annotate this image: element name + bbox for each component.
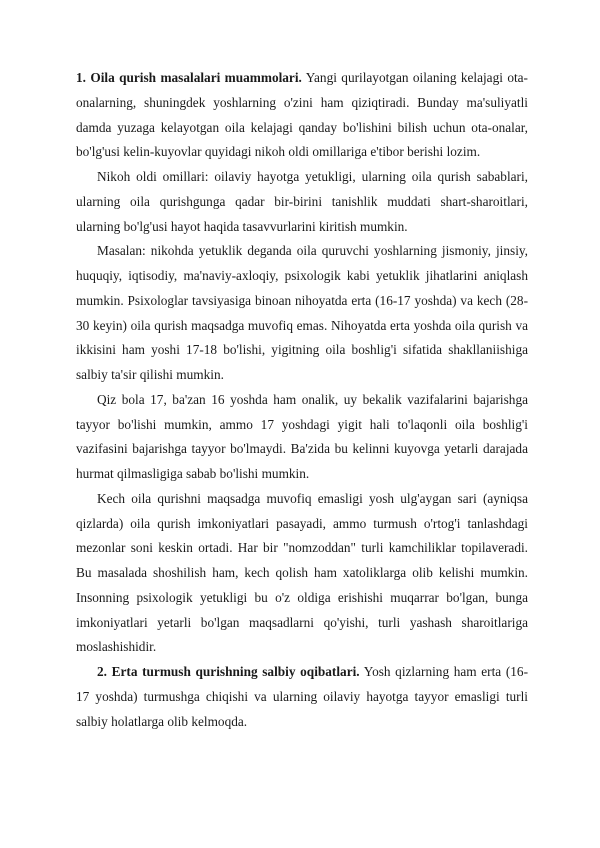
section-2-intro-text: Yosh qizlarning ham erta (16-17 yoshda) turmushga chiqishi va ularning oilaviy hayotga tayyor emasligi turli salbiy holatlarga olib kelmoqda. — [76, 664, 528, 729]
paragraph-maturity: Masalan: nikohda yetuklik deganda oila quruvchi yoshlarning jismoniy, jinsiy, huquqiy, iqtisodiy, ma'naviy-axloqiy, psixologik kabi yetuklik jihatlarini aniqlash mumkin. Psixologlar tavsiyasiga binoan nihoyatda erta (16-17 yoshda) va kech (28-30 keyin) oila qurish maqsadga muvofiq emas. Nihoyatda erta yoshda oila qurish va ikkisini ham yoshi 17-18 bo'lishi, yigitning oila boshlig'i sifatida shakllaniishiga salbiy ta'sir qilishi mumkin. — [76, 243, 528, 382]
paragraph-late-marriage: Kech oila qurishni maqsadga muvofiq emasligi yosh ulg'aygan sari (ayniqsa qizlarda) oila qurish imkoniyatlari pasayadi, ammo turmush o'rtog'i tanlashdagi mezonlar soni keskin ortadi. Har bir "nomzoddan" turli kamchiliklar topilaveradi. Bu masalada shoshilish ham, kech qolish ham xatoliklarga olib kelishi mumkin. Insonning psixologik yetukligi bu o'z oldiga erishishi muqarrar bo'lgan, bunga imkoniyatlari yetarli bo'lgan maqsadlarni qo'yishi, turli yashash sharoitlariga moslashishidir. — [76, 490, 528, 655]
section-2-heading: 2. Erta turmush qurishning salbiy oqibatlari. — [97, 664, 360, 679]
section-1-intro-text: Yangi qurilayotgan oilaning kelajagi ota-onalarning, shuningdek yoshlarning o'zini ham qiziqtiradi. Bunday ma'suliyatli damda yuzaga kelayotgan oila kelajagi qanday bo'lishini bilish uchun ota-onalar, bo'lg'usi kelin-kuyovlar quyidagi nikoh oldi omillariga e'tibor berishi lozim. — [76, 70, 528, 160]
paragraph-premarital-factors: Nikoh oldi omillari: oilaviy hayotga yetukligi, ularning oila qurish sabablari, ularning oila qurishgunga qadar bir-birini tanishlik muddati shart-sharoitlari, ularning bo'lg'usi hayot haqida tasavvurlarini kiritish mumkin. — [76, 169, 528, 234]
section-1-intro-paragraph — [76, 66, 528, 165]
document-page — [76, 66, 528, 734]
section-1-heading: 1. Oila qurish masalalari muammolari. — [76, 70, 302, 85]
section-2-intro-paragraph — [76, 660, 528, 734]
paragraph-girl-age: Qiz bola 17, ba'zan 16 yoshda ham onalik, uy bekalik vazifalarini bajarishga tayyor bo'lishi mumkin, ammo 17 yoshdagi yigit hali to'laqonli oila boshlig'i vazifasini bajarishga tayyor bo'lmaydi. Ba'zida bu kelinni kuyovga yetarli darajada hurmat qilmasligiga sabab bo'lishi mumkin. — [76, 391, 528, 481]
